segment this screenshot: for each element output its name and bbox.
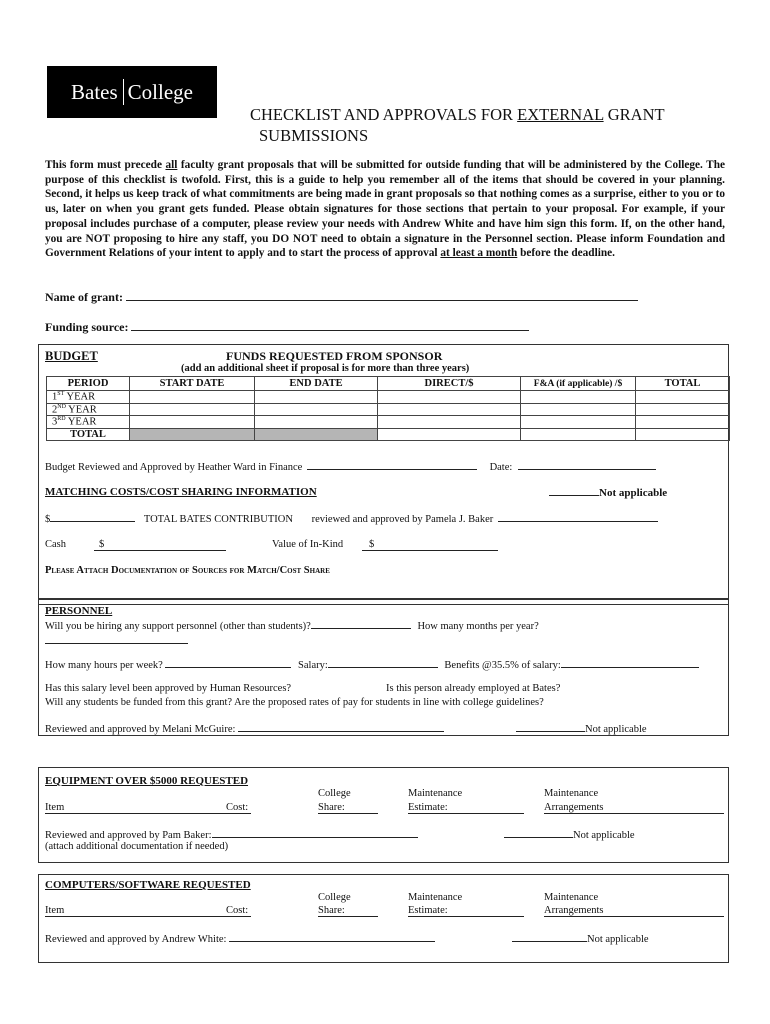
- end-date-total-cell: [255, 428, 378, 440]
- col-direct: DIRECT/$: [378, 377, 521, 391]
- period-cell: 2ND YEAR: [47, 403, 130, 416]
- total-bates-label: TOTAL BATES CONTRIBUTION: [143, 514, 293, 525]
- col-end-date: END DATE: [255, 377, 378, 391]
- period-cell: 1ST YEAR: [47, 391, 130, 404]
- computers-review-row: [45, 932, 435, 945]
- funding-source-row: [45, 320, 529, 335]
- funding-source-input[interactable]: [131, 320, 529, 331]
- computers-share-input[interactable]: Share:: [318, 905, 378, 917]
- table-row: [47, 416, 730, 429]
- page-title: [250, 104, 740, 146]
- matching-na-label: Not applicable: [599, 487, 668, 499]
- attach-documentation-note: Please Attach Documentation of Sources for Match/Cost Share: [45, 565, 330, 576]
- grand-total-cell[interactable]: [636, 428, 730, 440]
- period-cell: 3RD YEAR: [47, 416, 130, 429]
- start-date-total-cell: [130, 428, 255, 440]
- matching-signature-input[interactable]: [498, 512, 658, 522]
- intro-text-3: before the deadline.: [517, 247, 615, 260]
- equipment-item-input[interactable]: Item Cost:: [45, 802, 251, 814]
- budget-note: (add an additional sheet if proposal is for more than three years): [181, 363, 470, 374]
- matching-na-checkbox[interactable]: [549, 486, 599, 496]
- col-period: PERIOD: [47, 377, 130, 391]
- months-question: How many months per year?: [417, 621, 539, 632]
- title-part-1: CHECKLIST AND APPROVALS FOR: [250, 105, 518, 124]
- cash-input-row: [94, 539, 226, 551]
- hours-row: [45, 658, 699, 671]
- total-cell[interactable]: [636, 416, 730, 429]
- equipment-na-row: [504, 828, 635, 841]
- name-of-grant-label: Name of grant:: [45, 290, 126, 304]
- computers-arrangements-input[interactable]: Arrangements: [544, 905, 724, 917]
- equipment-arrangements-input[interactable]: Arrangements: [544, 802, 724, 814]
- direct-cell[interactable]: [378, 391, 521, 404]
- budget-heading: BUDGET: [45, 349, 98, 363]
- computers-na-row: [512, 932, 649, 945]
- computers-estimate-input[interactable]: Estimate:: [408, 905, 524, 917]
- logo-text-college: College: [127, 79, 193, 104]
- matching-review-label: reviewed and approved by Pamela J. Baker: [311, 514, 494, 525]
- end-date-cell[interactable]: [255, 403, 378, 416]
- intro-emphasis-all: all: [165, 159, 178, 171]
- intro-text-2: faculty grant proposals that will be submitted for outside funding that will be administered by the College. The purpose of this checklist is twofold. First, this is a guide to help you remember all of the items that should be covered in your planning. Second, it helps us keep track of what commitments are being made in grant proposals so that nothing comes as a surprise, either to you or to us, later on when you grant gets funded. Please obtain signatures for those sections that pertain to your proposal. For example, if your proposal includes purchase of a computer, please review your needs with Andrew White and have him sign this form. If, on the other hand, you are NOT proposing to hire any staff, you DO NOT need to obtain a signature in the Personnel section. Please inform Foundation and Government Relations of your intent to apply and to start the process of approval: [45, 159, 725, 260]
- computers-na-label: Not applicable: [587, 934, 649, 945]
- cash-input[interactable]: $: [94, 539, 226, 551]
- equipment-signature-input[interactable]: [212, 828, 418, 838]
- personnel-review-row: [45, 722, 444, 735]
- personnel-signature-input[interactable]: [238, 722, 444, 732]
- budget-signature-input[interactable]: [307, 460, 477, 470]
- students-question: Will any students be funded from this grant? Are the proposed rates of pay for students in line with college guidelines?: [45, 697, 544, 708]
- name-of-grant-input[interactable]: [126, 290, 638, 301]
- months-input[interactable]: [45, 643, 188, 644]
- funding-source-label: Funding source:: [45, 320, 132, 334]
- personnel-na-row: [516, 722, 647, 735]
- intro-paragraph: [45, 158, 725, 261]
- total-cell[interactable]: [636, 391, 730, 404]
- cash-label: Cash: [45, 539, 66, 550]
- computers-maintenance-2-label: Maintenance: [544, 892, 599, 903]
- direct-total-cell[interactable]: [378, 428, 521, 440]
- budget-date-label: Date:: [489, 462, 513, 473]
- direct-cell[interactable]: [378, 416, 521, 429]
- hr-approval-question: Has this salary level been approved by Human Resources?: [45, 683, 292, 694]
- hours-question: How many hours per week?: [45, 660, 163, 671]
- equipment-review-label: Reviewed and approved by Pam Baker:: [45, 830, 212, 841]
- logo-divider: [123, 79, 124, 105]
- equipment-maintenance-label: Maintenance: [408, 788, 463, 799]
- fa-cell[interactable]: [521, 391, 636, 404]
- employed-question: Is this person already employed at Bates?: [386, 683, 561, 694]
- direct-cell[interactable]: [378, 403, 521, 416]
- budget-total-row: [47, 428, 730, 440]
- equipment-attach-note: (attach additional documentation if needed): [45, 841, 229, 852]
- logo-text-bates: Bates: [71, 79, 118, 104]
- total-cell[interactable]: [636, 403, 730, 416]
- fa-cell[interactable]: [521, 416, 636, 429]
- col-total: TOTAL: [636, 377, 730, 391]
- equipment-college-label: College: [318, 788, 351, 799]
- col-start-date: START DATE: [130, 377, 255, 391]
- title-line-2: SUBMISSIONS: [259, 126, 369, 145]
- start-date-cell[interactable]: [130, 391, 255, 404]
- intro-emphasis-month: at least a month: [440, 247, 518, 260]
- start-date-cell[interactable]: [130, 403, 255, 416]
- hours-input[interactable]: [165, 658, 291, 668]
- personnel-heading: PERSONNEL: [45, 605, 113, 617]
- equipment-na-checkbox[interactable]: [504, 828, 573, 838]
- equipment-heading: EQUIPMENT OVER $5000 REQUESTED: [45, 775, 249, 787]
- start-date-cell[interactable]: [130, 416, 255, 429]
- matching-na-row: [549, 486, 667, 499]
- budget-review-label: Budget Reviewed and Approved by Heather Ward in Finance: [45, 462, 303, 473]
- table-row: [47, 403, 730, 416]
- hiring-row: [45, 619, 539, 632]
- total-bates-input[interactable]: [50, 512, 135, 522]
- budget-header-row: [47, 377, 730, 391]
- fa-cell[interactable]: [521, 403, 636, 416]
- title-emphasis: EXTERNAL: [517, 105, 604, 124]
- equipment-review-row: [45, 828, 418, 841]
- equipment-na-label: Not applicable: [573, 830, 635, 841]
- fa-total-cell[interactable]: [521, 428, 636, 440]
- in-kind-input-row: [362, 539, 498, 551]
- personnel-review-label: Reviewed and approved by Melani McGuire:: [45, 724, 236, 735]
- computers-item-input[interactable]: Item Cost:: [45, 905, 251, 917]
- matching-heading: MATCHING COSTS/COST SHARING INFORMATION: [45, 486, 317, 498]
- in-kind-input[interactable]: $: [362, 539, 498, 551]
- total-bates-row: [45, 512, 658, 525]
- hiring-input[interactable]: [311, 619, 411, 629]
- budget-date-input[interactable]: [518, 460, 656, 470]
- title-part-3: GRANT: [603, 105, 665, 124]
- table-row: [47, 391, 730, 404]
- computers-heading: COMPUTERS/SOFTWARE REQUESTED: [45, 879, 251, 891]
- computers-college-label: College: [318, 892, 351, 903]
- benefits-label: Benefits @35.5% of salary:: [444, 660, 561, 671]
- total-label-cell: TOTAL: [47, 428, 130, 440]
- salary-label: Salary:: [298, 660, 328, 671]
- col-fa: F&A (if applicable) /$: [521, 377, 636, 391]
- computers-na-checkbox[interactable]: [512, 932, 587, 942]
- personnel-na-checkbox[interactable]: [516, 722, 585, 732]
- personnel-na-label: Not applicable: [585, 724, 647, 735]
- intro-text-1: This form must precede: [45, 159, 166, 171]
- bates-college-logo: [47, 66, 217, 118]
- funds-requested-heading: FUNDS REQUESTED FROM SPONSOR: [226, 349, 443, 363]
- equipment-estimate-input[interactable]: Estimate:: [408, 802, 524, 814]
- in-kind-label: Value of In-Kind: [272, 539, 344, 550]
- end-date-cell[interactable]: [255, 391, 378, 404]
- computers-signature-input[interactable]: [229, 932, 435, 942]
- computers-review-label: Reviewed and approved by Andrew White:: [45, 934, 227, 945]
- equipment-maintenance-2-label: Maintenance: [544, 788, 599, 799]
- hiring-question: Will you be hiring any support personnel (other than students)?: [45, 621, 311, 632]
- end-date-cell[interactable]: [255, 416, 378, 429]
- name-of-grant-row: [45, 290, 638, 305]
- salary-input[interactable]: [328, 658, 438, 668]
- budget-table: [46, 376, 730, 441]
- computers-maintenance-label: Maintenance: [408, 892, 463, 903]
- benefits-input[interactable]: [561, 658, 699, 668]
- budget-review-row: [45, 460, 656, 473]
- dollar-sign: $: [45, 514, 51, 525]
- equipment-share-input[interactable]: Share:: [318, 802, 378, 814]
